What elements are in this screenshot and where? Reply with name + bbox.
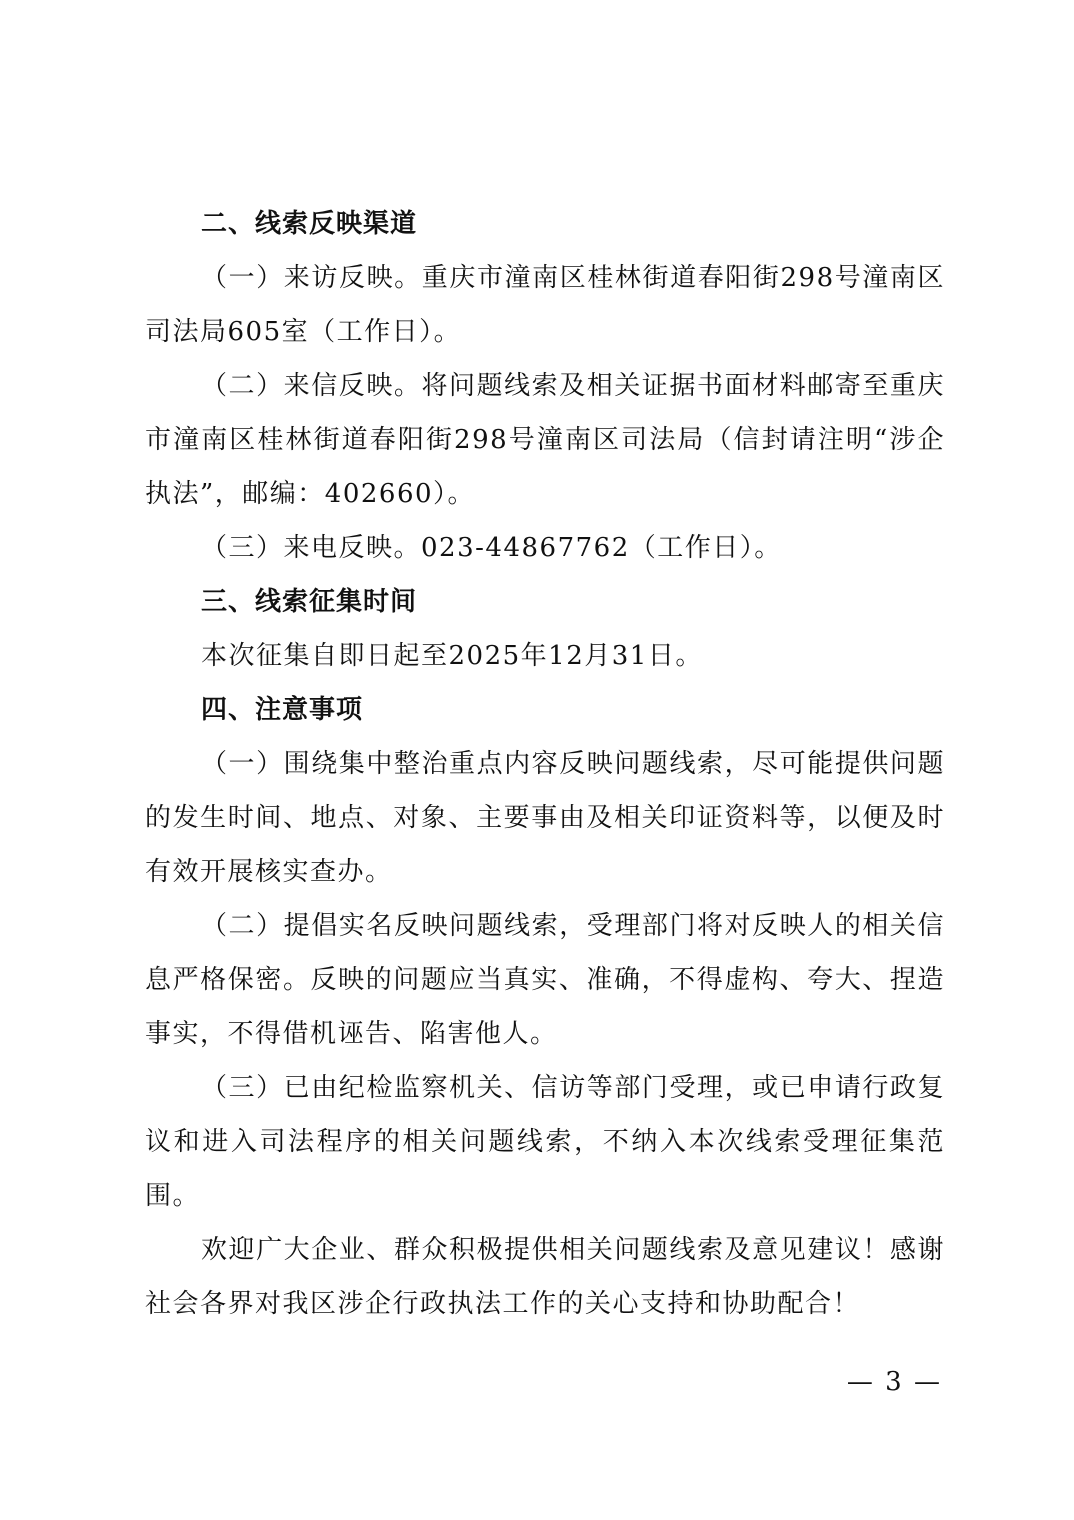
section-heading-channels: 二、线索反映渠道 [201,209,418,239]
channel-letter-text: 将问题线索及相关证据书面材料邮寄至重庆市潼南区桂林街道春阳街298号潼南区司法局（信封请注明“涉企执法”，邮编：402660）。 [145,371,945,509]
channel-phone-text: 023-44867762（工作日）。 [421,533,782,563]
note-item-1: （一）围绕集中整治重点内容反映问题线索，尽可能提供问题的发生时间、地点、对象、主要事由及相关印证资料等，以便及时有效开展核实查办。 [145,749,945,887]
closing-paragraph: 欢迎广大企业、群众积极提供相关问题线索及意见建议！感谢社会各界对我区涉企行政执法工作的关心支持和协助配合！ [145,1235,945,1319]
channel-phone-lead: （三）来电反映。 [201,533,422,563]
note-item-3: （三）已由纪检监察机关、信访等部门受理，或已申请行政复议和进入司法程序的相关问题线索，不纳入本次线索受理征集范围。 [145,1073,945,1211]
section-heading-time: 三、线索征集时间 [201,587,418,617]
channel-phone [145,521,945,575]
section-heading-notes: 四、注意事项 [201,695,364,725]
channel-letter [145,359,945,521]
channel-visit [145,251,945,359]
document-body [145,197,945,1331]
collection-period: 本次征集自即日起至2025年12月31日。 [201,641,703,671]
channel-visit-text: 重庆市潼南区桂林街道春阳街298号潼南区司法局605室（工作日）。 [145,263,945,347]
channel-letter-lead: （二）来信反映。 [201,371,422,401]
note-item-2: （二）提倡实名反映问题线索，受理部门将对反映人的相关信息严格保密。反映的问题应当真实、准确，不得虚构、夸大、捏造事实，不得借机诬告、陷害他人。 [145,911,945,1049]
page-number: — 3 — [846,1367,942,1397]
channel-visit-lead: （一）来访反映。 [201,263,422,293]
